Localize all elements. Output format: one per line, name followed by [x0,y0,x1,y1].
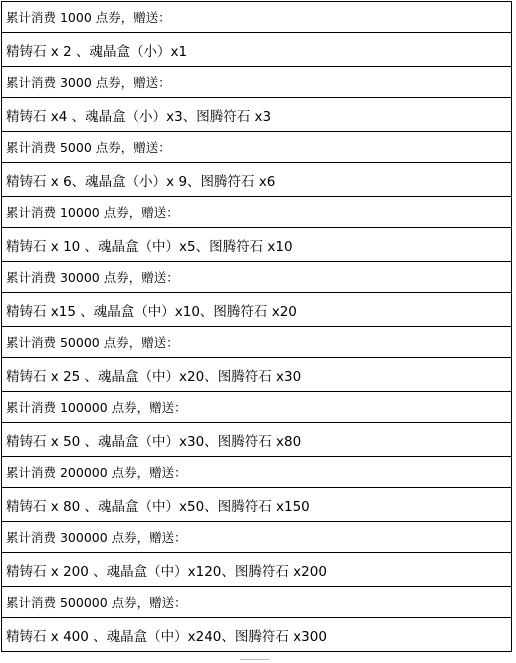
tier-condition-cell: 累计消费 3000 点券，赠送： [2,67,512,98]
tier-reward-row-10000 [2,228,512,262]
tier-condition-row-500000 [2,587,512,618]
tier-reward-cell: 精铸石 x4 、魂晶盒（小）x3、图腾符石 x3 [2,98,512,132]
tier-condition-row-50000 [2,327,512,358]
tier-condition-cell: 累计消费 300000 点券，赠送： [2,522,512,553]
tier-reward-cell: 精铸石 x 25 、魂晶盒（中）x20、图腾符石 x30 [2,358,512,392]
tier-condition-cell: 累计消费 5000 点券，赠送： [2,132,512,163]
tier-reward-row-100000 [2,423,512,457]
tier-reward-row-300000 [2,553,512,587]
tier-reward-cell: 精铸石 x15 、魂晶盒（中）x10、图腾符石 x20 [2,293,512,327]
tier-condition-cell: 累计消费 50000 点券，赠送： [2,327,512,358]
tier-condition-cell: 累计消费 30000 点券，赠送： [2,262,512,293]
tier-reward-cell: 精铸石 x 50 、魂晶盒（中）x30、图腾符石 x80 [2,423,512,457]
tier-condition-cell: 累计消费 200000 点券，赠送： [2,457,512,488]
reward-tier-table [1,1,512,652]
tier-reward-row-200000 [2,488,512,522]
tier-reward-row-1000 [2,33,512,67]
tier-reward-row-3000 [2,98,512,132]
tier-condition-row-300000 [2,522,512,553]
tier-condition-row-5000 [2,132,512,163]
tier-reward-row-500000 [2,618,512,652]
tier-condition-cell: 累计消费 500000 点券，赠送： [2,587,512,618]
tier-condition-row-30000 [2,262,512,293]
tier-condition-row-3000 [2,67,512,98]
tier-condition-cell: 累计消费 10000 点券，赠送： [2,197,512,228]
tier-reward-cell: 精铸石 x 2 、魂晶盒（小）x1 [2,33,512,67]
tier-reward-cell: 精铸石 x 400 、魂晶盒（中）x240、图腾符石 x300 [2,618,512,652]
tier-reward-cell: 精铸石 x 6、魂晶盒（小）x 9、图腾符石 x6 [2,163,512,197]
tier-condition-cell: 累计消费 1000 点券，赠送： [2,2,512,33]
reward-tier-table-body [2,2,512,652]
tier-reward-cell: 精铸石 x 10 、魂晶盒（中）x5、图腾符石 x10 [2,228,512,262]
tier-reward-row-5000 [2,163,512,197]
tier-condition-row-200000 [2,457,512,488]
tier-reward-cell: 精铸石 x 200 、魂晶盒（中）x120、图腾符石 x200 [2,553,512,587]
tier-condition-cell: 累计消费 100000 点券，赠送： [2,392,512,423]
tier-condition-row-100000 [2,392,512,423]
tier-reward-row-50000 [2,358,512,392]
bottom-edge-mark [240,659,270,660]
tier-condition-row-1000 [2,2,512,33]
tier-condition-row-10000 [2,197,512,228]
tier-reward-row-30000 [2,293,512,327]
tier-reward-cell: 精铸石 x 80 、魂晶盒（中）x50、图腾符石 x150 [2,488,512,522]
